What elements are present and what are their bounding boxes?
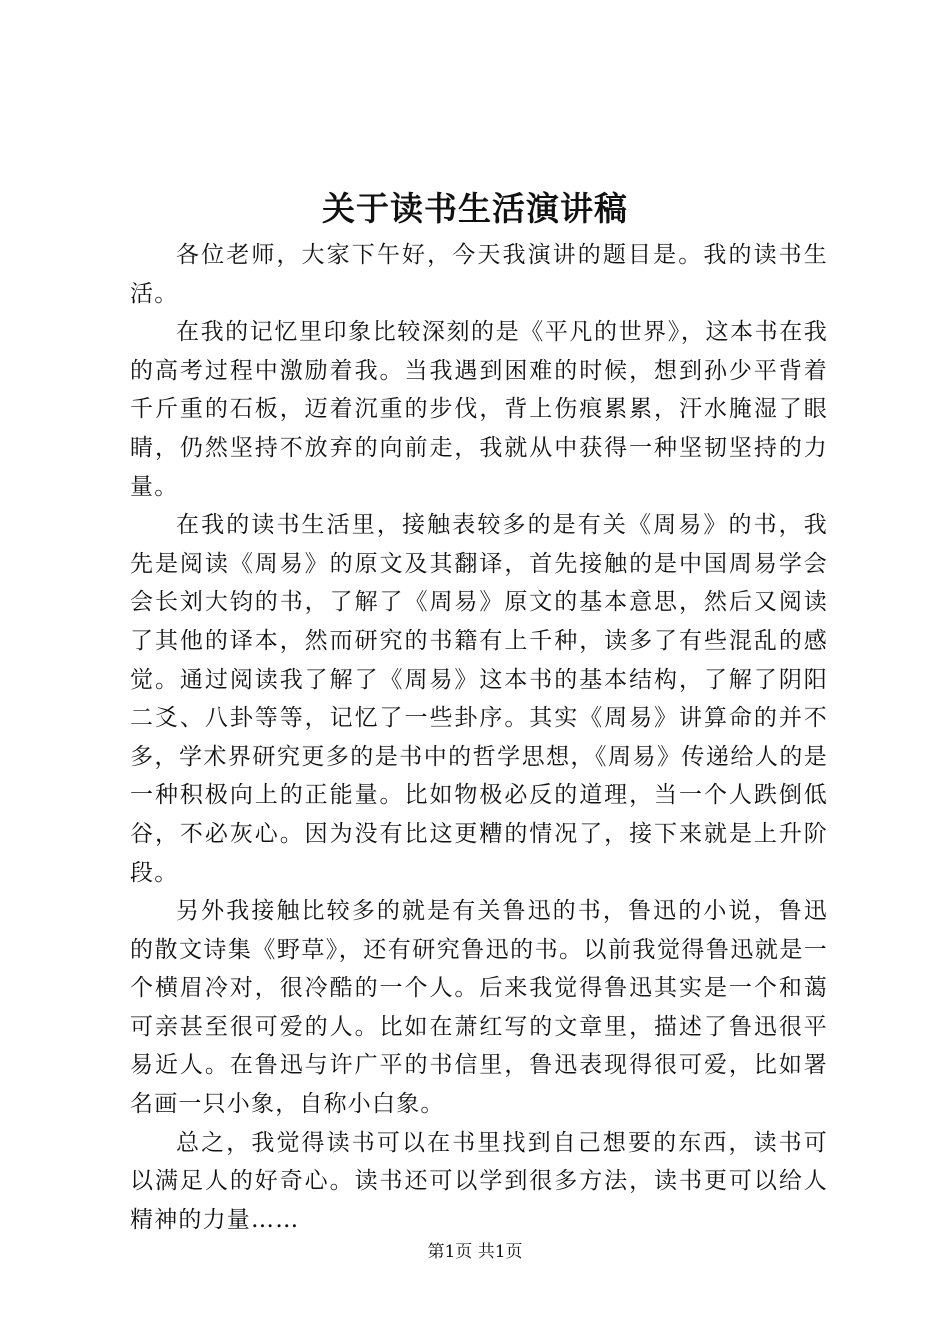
document-body [130,236,828,1239]
page-title: 关于读书生活演讲稿 [322,189,628,228]
paragraph-greeting: 各位老师，大家下午好，今天我演讲的题目是。我的读书生活。 [130,242,828,307]
paragraph-lu-xun: 另外我接触比较多的就是有关鲁迅的书，鲁迅的小说，鲁迅的散文诗集《野草》，还有研究鲁迅的书。以前我觉得鲁迅就是一个横眉冷对，很冷酷的一个人。后来我觉得鲁迅其实是一个和蔼可亲甚至很可爱的人。比如在萧红写的文章里，描述了鲁迅很平易近人。在鲁迅与许广平的书信里，鲁迅表现得很可爱，比如署名画一只小象，自称小白象。 [130,898,828,1118]
paragraph-ordinary-world: 在我的记忆里印象比较深刻的是《平凡的世界》，这本书在我的高考过程中激励着我。当我遇到困难的时候，想到孙少平背着千斤重的石板，迈着沉重的步伐，背上伤痕累累，汗水腌湿了眼睛，仍然坚持不放弃的向前走，我就从中获得一种坚韧坚持的力量。 [130,319,828,500]
paragraph-conclusion: 总之，我觉得读书可以在书里找到自己想要的东西，读书可以满足人的好奇心。读书还可以学到很多方法，读书更可以给人精神的力量…… [130,1129,828,1233]
page-number-footer: 第1页 共1页 [427,1242,523,1262]
paragraph-zhouyi: 在我的读书生活里，接触表较多的是有关《周易》的书，我先是阅读《周易》的原文及其翻译，首先接触的是中国周易学会会长刘大钧的书，了解了《周易》原文的基本意思，然后又阅读了其他的译本，然而研究的书籍有上千种，读多了有些混乱的感觉。通过阅读我了解了《周易》这本书的基本结构，了解了阴阳二爻、八卦等等，记忆了一些卦序。其实《周易》讲算命的并不多，学术界研究更多的是书中的哲学思想，《周易》传递给人的是一种积极向上的正能量。比如物极必反的道理，当一个人跌倒低谷，不必灰心。因为没有比这更糟的情况了，接下来就是上升阶段。 [130,512,828,886]
